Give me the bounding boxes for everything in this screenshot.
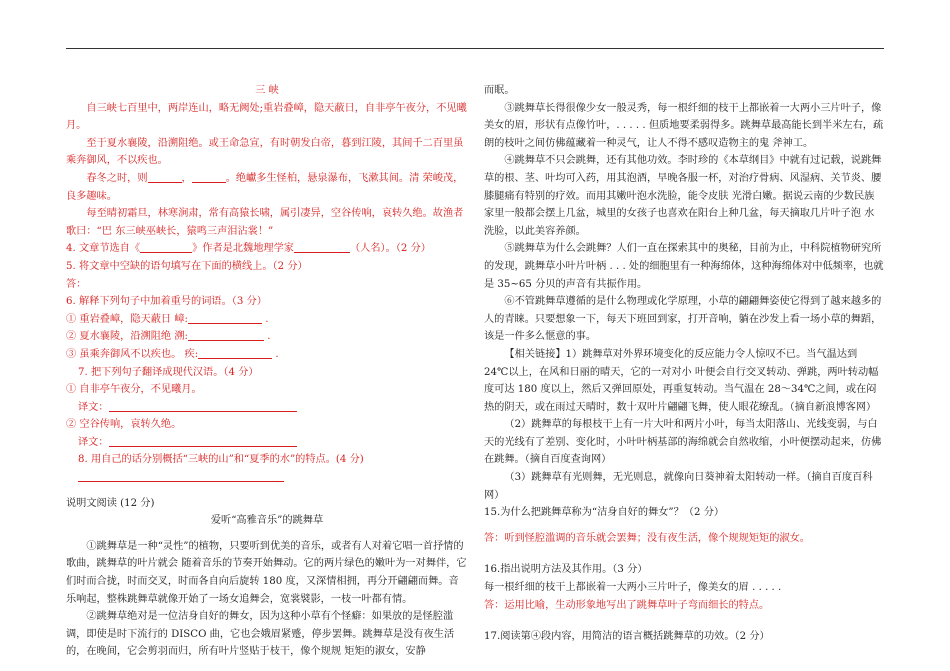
related-link-2: （2）跳舞草的每根枝干上有一片大叶和两片小叶，每当太阳落山、光线变弱，与白天的光线有了差别、变化时，小叶叶柄基部的海绵就会自然收缩，小叶便摆动起来，仿佛在跳舞。（摘自百度查询网） — [484, 419, 882, 466]
article-paragraph-6: ⑥不管跳舞草遵循的是什么物理或化学原理，小草的翩翩舞姿使它得到了越来越多的人的青睐。只要想象一下，每天下班回到家，打开音响，躺在沙发上看一场小草的舞蹈，该是一件多么惬意的事。 — [484, 296, 882, 343]
article-title: 爱听“高雅音乐”的跳舞草 — [210, 515, 324, 527]
article-paragraph-4: ④跳舞草不只会跳舞，还有其他功效。李时珍的《本草纲目》中就有过记载，说跳舞草的根、茎、叶均可入药，用其泡酒，早晚各服一杯，对治疗骨病、风湿病、关节炎、腰膝腿痛有特别的疗效。而用其嫩叶泡水洗脸，能令皮肤 光滑白嫩。据说云南的少数民族家里一般都会摆上几盆，城里的女孩子也喜欢在阳台上种几盆，每天摘取几片叶子泡 水洗脸，以此美容养颜。 — [484, 155, 882, 237]
question-16: 16.指出说明方法及其作用。（3 分） — [484, 564, 648, 576]
article-paragraph-2: ②跳舞草绝对是一位洁身自好的舞女，因为这种小草有个怪癖：如果放的是怪腔滥调，即使是时下流行的 DISCO 曲，它也会娥眉紧蹙，停步罢舞。跳舞草是没有夜生活的，在晚间，它会剪羽而归，所有叶片竖贴于枝干，像个规规 矩矩的淑女，安静 — [66, 611, 455, 658]
poem-paragraph-1: 自三峡七百里中，两岸连山，略无阙处;重岩叠嶂，隐天蔽日，自非亭午夜分，不见曦月。 — [66, 102, 467, 132]
spacer — [484, 547, 884, 561]
answer-15: 答：听到怪腔滥调的音乐就会罢舞；没有夜生活，像个规规矩矩的淑女。 — [484, 532, 810, 544]
translation-blank-1[interactable] — [109, 400, 297, 412]
translate-label-2: 译文： — [78, 436, 109, 448]
poem-paragraph-4: 每至晴初霜旦，林寒涧肃，常有高猿长啸，属引凄异，空谷传响，哀转久绝。故渔者歌曰：“巴 东三峡巫峡长，猿鸣三声泪沾裳！” — [66, 208, 464, 237]
q6-blank-1[interactable] — [188, 312, 262, 324]
q6-blank-3[interactable] — [198, 347, 272, 359]
q6-blank-2[interactable] — [188, 329, 264, 341]
article-paragraph-3: ③跳舞草长得很像少女一般灵秀，每一根纤细的枝干上都嵌着一大两小三片叶子，像美女的眉，形状有点像竹叶，. . . . . 但质地要柔弱得多。跳舞草最高能长到半米左右，疏朗的枝叶之间仿佛蕴藏着一种灵气，让人不得不感叹造物主的鬼 斧神工。 — [484, 102, 884, 149]
spacer — [66, 530, 468, 538]
question-7: 7. 把下列句子翻译成现代汉语。（4 分） — [78, 366, 259, 378]
poem-paragraph-3 — [66, 170, 468, 205]
q6-item-1-text: ① 重岩叠嶂，隐天蔽日 嶂: — [66, 313, 188, 325]
q4-post: （人名）。（2 分） — [349, 243, 431, 255]
q7-translation-2 — [66, 434, 468, 452]
q6-item-2-text: ② 夏水襄陵，沿溯阻绝 溯: — [66, 331, 188, 343]
q6-item-2: ② 夏水襄陵，沿溯阻绝 溯: . — [66, 331, 271, 343]
article-paragraph-1: ①跳舞草是一种“灵性”的植物，只要听到优美的音乐，或者有人对着它唱一首抒情的歌曲，跳舞草的叶片就会 随着音乐的节奏开始舞动。它的两片绿色的嫩叶为一对舞伴，它们时而合拢，时而交叉，时而各自向后旋转 180 度，又深情相拥，再分开翩翩而舞。音乐响起，整株跳舞草就像开始了一场女追舞会，宽裳襞影，一枝一叶都有情。 — [66, 540, 467, 605]
spacer — [66, 487, 468, 495]
q16-sentence: 每一根纤细的枝干上都嵌着一大两小三片叶子，像美女的眉 . . . . . — [484, 582, 782, 594]
question-8: 8. 用自己的话分别概括“三峡的山”和“夏季的水”的特点。(4 分) — [78, 454, 364, 466]
poem-paragraph-2: 至于夏水襄陵，沿溯阻绝。或王命急宣，有时朝发白帝，暮到江陵，其间千二百里虽乘奔御风，不以疾也。 — [66, 137, 464, 167]
related-link-3: （3）跳舞草有光则舞，无光则息，就像向日葵神着太阳转动一样。（摘自百度百科网） — [484, 472, 873, 501]
translate-label-1: 译文： — [78, 401, 109, 413]
article-continuation: 而眠。 — [484, 85, 515, 96]
question-15: 15.为什么把跳舞草称为“洁身自好的舞女”？（2 分） — [484, 507, 725, 519]
spacer — [484, 522, 884, 530]
left-column — [66, 80, 468, 661]
q6-item-1: ① 重岩叠嶂，隐天蔽日 嶂: . — [66, 313, 269, 325]
answer-16: 答：运用比喻，生动形象地写出了跳舞草叶子弯而细长的特点。 — [484, 599, 770, 611]
q6-item-3-text: ③ 虽乘奔御风不以疾也。 疾: — [66, 348, 199, 360]
article-paragraph-5: ⑤跳舞草为什么会跳舞？人们一直在探索其中的奥秘，目前为止，中科院植物研究所的发现，跳舞草小叶片叶柄 . . . 处的细胞里有一种海绵体，这种海绵体对中低频率，也就是 35~65 分贝的声音有共振作用。 — [484, 243, 884, 290]
poem-p3-post: 。绝巘多生怪柏，悬泉瀑布，飞漱其间。清 荣峻茂，良多趣味。 — [66, 172, 464, 202]
q4-blank-author[interactable] — [294, 241, 350, 253]
q4-mid: 》作者是北魏地理学家 — [192, 243, 294, 255]
spacer — [484, 614, 884, 628]
q7-item-1: ① 自非亭午夜分，不见曦月。 — [66, 384, 202, 396]
question-6: 6. 解释下列句子中加着重号的词语。（3 分） — [66, 296, 267, 308]
poem-p3-pre: 春冬之时，则 — [86, 172, 148, 184]
poem-title: 三 峡 — [255, 85, 279, 96]
question-5: 5. 将文章中空缺的语句填写在下面的横线上。（2 分） — [66, 260, 308, 272]
q7-item-2: ② 空谷传响，哀转久绝。 — [66, 419, 182, 431]
q6-item-3: ③ 虽乘奔御风不以疾也。 疾: . — [66, 348, 279, 360]
blank-1[interactable] — [148, 171, 182, 183]
blank-2[interactable] — [192, 171, 226, 183]
q5-answer: 答： — [66, 278, 87, 290]
question-17: 17.阅读第④段内容，用简洁的语言概括跳舞草的功效。（2 分） — [484, 631, 770, 643]
q7-translation-1 — [66, 399, 468, 417]
q4-blank-book[interactable] — [140, 241, 192, 253]
question-4 — [66, 240, 468, 258]
related-link-1: 【相关链接】1）跳舞草对外界环境变化的反应能力令人惊叹不已。当气温达到 24℃以上，在风和日丽的晴天，它的一对对小 叶便会自行交叉转动、弹跳，两叶转动幅度可达 180 度以上，然后又弹回原处，再重复转动。当气温在 28～34℃之间，或在闷热的阴天，或在雨过天晴时，数十双叶片翩翩飞舞，使人眼花缭乱。（摘自新浪博客网） — [484, 348, 879, 413]
right-column — [484, 82, 884, 646]
q4-pre: 4. 文章节选自《 — [66, 243, 141, 255]
section-title: 说明文阅读 (12 分) — [66, 497, 155, 509]
q8-blank[interactable] — [78, 470, 284, 482]
q8-answer-line — [66, 469, 468, 487]
translation-blank-2[interactable] — [109, 435, 297, 447]
header-rule — [66, 48, 884, 49]
poem-p3-mid: ， — [181, 172, 192, 184]
